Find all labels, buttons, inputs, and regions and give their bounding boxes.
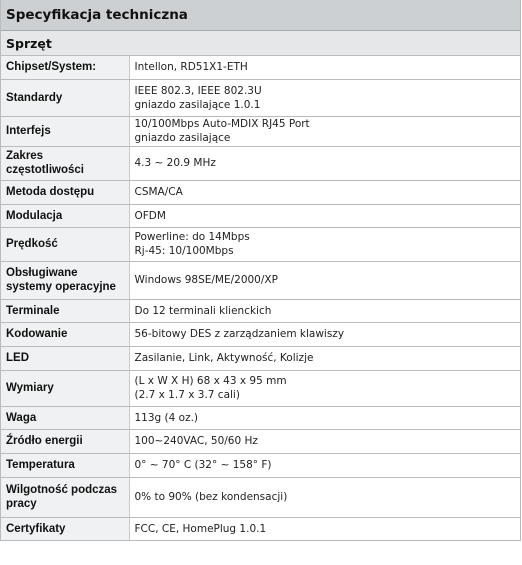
spec-label: Metoda dostępu: [1, 180, 129, 204]
spec-value-line: (L x W X H) 68 x 43 x 95 mm: [134, 375, 287, 387]
spec-value-line: Powerline: do 14Mbps: [134, 231, 250, 243]
spec-value-line: OFDM: [134, 209, 166, 222]
spec-value-line: Intellon, RD51X1-ETH: [134, 61, 248, 74]
spec-value-line: Windows 98SE/ME/2000/XP: [134, 274, 278, 286]
spec-value: [129, 453, 520, 477]
spec-value: [129, 180, 520, 204]
spec-value: [129, 370, 520, 406]
spec-value: [129, 56, 520, 79]
spec-row: [1, 299, 520, 322]
spec-row: [1, 204, 520, 227]
spec-label: Waga: [1, 406, 129, 429]
spec-value: [129, 204, 520, 227]
spec-label: Wymiary: [1, 370, 129, 406]
spec-row: [1, 429, 520, 453]
spec-label: Kodowanie: [1, 322, 129, 346]
spec-label: Zakres częstotliwości: [1, 146, 129, 180]
spec-row: [1, 322, 520, 346]
spec-value-line: CSMA/CA: [134, 186, 183, 198]
spec-value: [129, 322, 520, 346]
spec-row: [1, 146, 520, 180]
title-bar: [1, 0, 520, 31]
page-title: Specyfikacja techniczna: [6, 7, 188, 23]
spec-table: [1, 56, 520, 541]
spec-label: Terminale: [1, 299, 129, 322]
spec-value-line: gniazdo zasilające 1.0.1: [134, 98, 261, 111]
spec-value: [129, 299, 520, 322]
section-title: Sprzęt: [6, 35, 52, 51]
spec-value-line: 100~240VAC, 50/60 Hz: [134, 435, 258, 447]
spec-value-line: FCC, CE, HomePlug 1.0.1: [134, 522, 267, 535]
spec-value-line: 4.3 ~ 20.9 MHz: [134, 157, 216, 169]
spec-value: [129, 79, 520, 116]
spec-value: [129, 406, 520, 429]
spec-value: [129, 477, 520, 517]
spec-label: Certyfikaty: [1, 517, 129, 540]
spec-row: [1, 477, 520, 517]
spec-row: [1, 261, 520, 299]
spec-value: [129, 346, 520, 370]
spec-label: Standardy: [1, 79, 129, 116]
spec-value-line: 113g (4 oz.): [134, 411, 199, 424]
spec-value: [129, 227, 520, 261]
spec-label: Prędkość: [1, 227, 129, 261]
spec-row: [1, 406, 520, 429]
spec-row: [1, 227, 520, 261]
spec-row: [1, 180, 520, 204]
spec-value: [129, 116, 520, 146]
spec-label: LED: [1, 346, 129, 370]
spec-value-line: Zasilanie, Link, Aktywność, Kolizje: [134, 352, 314, 364]
spec-value: [129, 146, 520, 180]
spec-row: [1, 517, 520, 540]
spec-value-line: Do 12 terminali klienckich: [134, 304, 272, 317]
spec-value-line: (2.7 x 1.7 x 3.7 cali): [134, 389, 240, 401]
spec-label: Chipset/System:: [1, 56, 129, 79]
section-header: [1, 31, 520, 56]
spec-label: Interfejs: [1, 116, 129, 146]
spec-value-line: 0% to 90% (bez kondensacji): [134, 491, 288, 503]
spec-value-line: Rj-45: 10/100Mbps: [134, 245, 234, 257]
spec-value: [129, 261, 520, 299]
spec-value-line: 56-bitowy DES z zarządzaniem klawiszy: [134, 328, 345, 340]
spec-value: [129, 429, 520, 453]
spec-value-line: 0° ~ 70° C (32° ~ 158° F): [134, 459, 272, 471]
spec-row: [1, 346, 520, 370]
spec-label: Wilgotność podczas pracy: [1, 477, 129, 517]
spec-row: [1, 453, 520, 477]
spec-label: Obsługiwane systemy operacyjne: [1, 261, 129, 299]
spec-label: Temperatura: [1, 453, 129, 477]
spec-value-line: IEEE 802.3, IEEE 802.3U: [134, 84, 262, 97]
spec-row: [1, 79, 520, 116]
spec-label: Źródło energii: [1, 429, 129, 453]
spec-value-line: 10/100Mbps Auto-MDIX RJ45 Port: [134, 118, 310, 130]
spec-row: [1, 116, 520, 146]
spec-value: [129, 517, 520, 540]
spec-table-body: [1, 56, 520, 540]
spec-label: Modulacja: [1, 204, 129, 227]
spec-row: [1, 370, 520, 406]
spec-row: [1, 56, 520, 79]
spec-value-line: gniazdo zasilające: [134, 132, 231, 144]
